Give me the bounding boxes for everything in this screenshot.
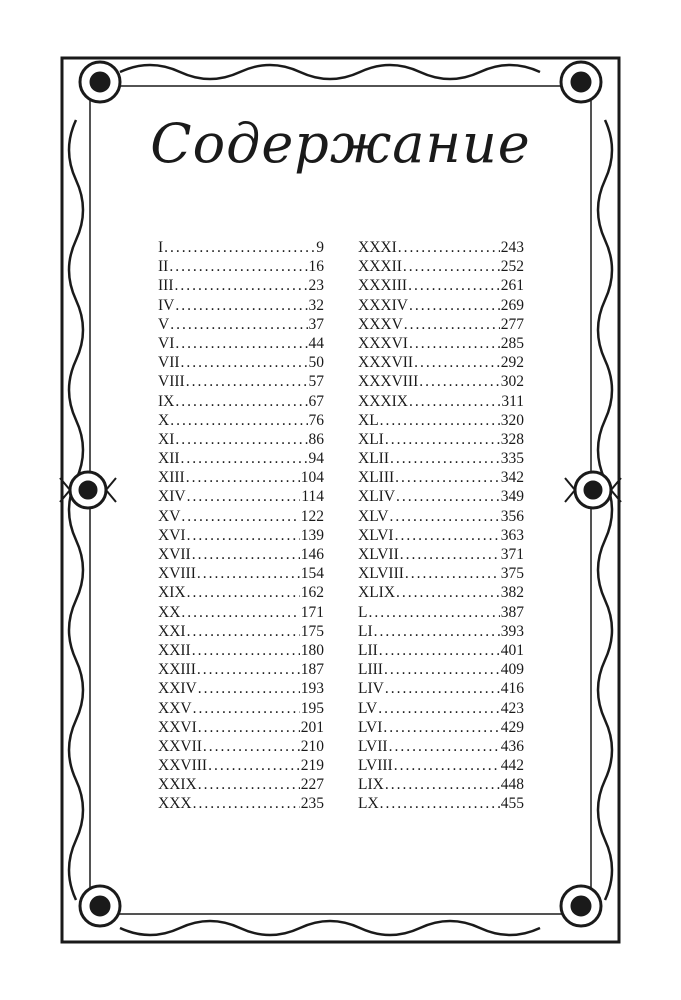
- toc-entry: [158, 583, 324, 602]
- chapter-number: LX: [358, 795, 379, 813]
- toc-entry: [358, 583, 524, 602]
- page-number: 50: [308, 354, 324, 372]
- toc-entry: [358, 507, 524, 526]
- page-number: 122: [300, 507, 324, 525]
- chapter-number: XVI: [158, 526, 186, 544]
- chapter-number: II: [158, 258, 169, 276]
- dot-leader: [395, 468, 500, 487]
- toc-entry: [158, 507, 324, 526]
- page-number: 356: [500, 507, 524, 525]
- toc-entry: [358, 257, 524, 276]
- toc-entry: [158, 794, 324, 813]
- page-number: 320: [500, 411, 524, 429]
- dot-leader: [169, 257, 307, 276]
- page-number: 416: [500, 680, 524, 698]
- chapter-number: XXXVI: [358, 334, 408, 352]
- chapter-number: XLIV: [358, 488, 396, 506]
- chapter-number: LIV: [358, 680, 384, 698]
- chapter-number: IX: [158, 392, 175, 410]
- chapter-number: XXVII: [158, 737, 202, 755]
- chapter-number: LVII: [358, 737, 388, 755]
- chapter-number: LVIII: [358, 757, 393, 775]
- toc-entry: [158, 296, 324, 315]
- toc-entry: [358, 334, 524, 353]
- dot-leader: [384, 660, 500, 679]
- chapter-number: XLIII: [358, 469, 395, 487]
- dot-leader: [403, 257, 500, 276]
- chapter-number: XXXVII: [358, 354, 414, 372]
- chapter-number: L: [358, 603, 368, 621]
- toc-entry: [158, 353, 324, 372]
- page-number: 114: [301, 488, 324, 506]
- dot-leader: [374, 622, 500, 641]
- toc-entry: [158, 238, 324, 257]
- toc-entry: [358, 603, 524, 622]
- toc-entry: [358, 276, 524, 295]
- dot-leader: [203, 737, 300, 756]
- chapter-number: LIX: [358, 776, 384, 794]
- chapter-number: XLIX: [358, 584, 396, 602]
- toc-entry: [358, 449, 524, 468]
- page-number: 311: [501, 392, 524, 410]
- chapter-number: VIII: [158, 373, 185, 391]
- toc-entry: [358, 372, 524, 391]
- page-number: 104: [300, 469, 324, 487]
- dot-leader: [409, 334, 500, 353]
- chapter-number: XI: [158, 430, 175, 448]
- toc-entry: [158, 775, 324, 794]
- page-number: 9: [316, 239, 324, 256]
- chapter-number: VII: [158, 354, 180, 372]
- dot-leader: [396, 583, 500, 602]
- chapter-number: XVIII: [158, 565, 196, 583]
- dot-leader: [208, 756, 300, 775]
- chapter-number: V: [158, 315, 170, 333]
- toc-entry: [358, 545, 524, 564]
- chapter-number: LIII: [358, 661, 383, 679]
- chapter-number: XLI: [358, 430, 384, 448]
- chapter-number: XXXI: [358, 239, 397, 256]
- dot-leader: [419, 372, 499, 391]
- chapter-number: XXXII: [358, 258, 402, 276]
- dot-leader: [414, 353, 500, 372]
- toc-entry: [358, 392, 524, 411]
- chapter-number: XXVIII: [158, 757, 208, 775]
- toc-entry: [358, 718, 524, 737]
- chapter-number: XXXIII: [358, 277, 408, 295]
- page-number: 219: [300, 757, 324, 775]
- dot-leader: [181, 507, 299, 526]
- toc-entry: [158, 564, 324, 583]
- dot-leader: [193, 699, 300, 718]
- page-number: 171: [300, 603, 324, 621]
- page-number: 342: [500, 469, 524, 487]
- page-number: 162: [300, 584, 324, 602]
- chapter-number: XLVIII: [358, 565, 404, 583]
- dot-leader: [198, 775, 300, 794]
- dot-leader: [405, 564, 500, 583]
- page-number: 261: [500, 277, 524, 295]
- dot-leader: [197, 564, 300, 583]
- dot-leader: [197, 660, 300, 679]
- page-number: 57: [308, 373, 324, 391]
- page-number: 302: [500, 373, 524, 391]
- toc-entry: [358, 526, 524, 545]
- chapter-number: XXXIX: [358, 392, 408, 410]
- dot-leader: [164, 238, 315, 257]
- dot-leader: [380, 794, 500, 813]
- toc-entry: [158, 699, 324, 718]
- page-number: 363: [500, 526, 524, 544]
- page-number: 76: [308, 411, 324, 429]
- page-number: 423: [500, 699, 524, 717]
- page-number: 193: [300, 680, 324, 698]
- dot-leader: [170, 411, 307, 430]
- toc-entry: [358, 468, 524, 487]
- page-number: 235: [300, 795, 324, 813]
- chapter-number: XVII: [158, 546, 191, 563]
- dot-leader: [394, 756, 500, 775]
- toc-entry: [358, 296, 524, 315]
- dot-leader: [175, 392, 307, 411]
- toc-entry: [158, 468, 324, 487]
- dot-leader: [181, 449, 308, 468]
- page-number: 94: [308, 450, 324, 468]
- chapter-number: LVI: [358, 718, 383, 736]
- toc-entry: [158, 641, 324, 660]
- dot-leader: [186, 372, 308, 391]
- dot-leader: [198, 679, 300, 698]
- toc-entry: [158, 257, 324, 276]
- toc-entry: [158, 487, 324, 506]
- page-number: 448: [500, 776, 524, 794]
- dot-leader: [192, 545, 300, 564]
- dot-leader: [181, 603, 299, 622]
- chapter-number: XLV: [358, 507, 389, 525]
- toc-entry: [358, 737, 524, 756]
- chapter-number: XXXVIII: [358, 373, 419, 391]
- toc-entry: [358, 487, 524, 506]
- toc-entry: [158, 334, 324, 353]
- page-number: 175: [300, 622, 324, 640]
- chapter-number: XXII: [158, 641, 191, 659]
- dot-leader: [404, 315, 500, 334]
- page-number: 139: [300, 526, 324, 544]
- page-number: 335: [500, 450, 524, 468]
- chapter-number: XXIV: [158, 680, 197, 698]
- page-number: 180: [300, 641, 324, 659]
- chapter-number: LV: [358, 699, 378, 717]
- dot-leader: [378, 699, 500, 718]
- chapter-number: XXIX: [158, 776, 197, 794]
- toc-entry: [358, 622, 524, 641]
- page-number: 154: [300, 565, 324, 583]
- dot-leader: [368, 603, 499, 622]
- chapter-number: XXV: [158, 699, 192, 717]
- dot-leader: [385, 775, 500, 794]
- chapter-number: IV: [158, 296, 175, 314]
- dot-leader: [395, 526, 500, 545]
- chapter-number: XV: [158, 507, 181, 525]
- chapter-number: X: [158, 411, 170, 429]
- page-number: 409: [500, 661, 524, 679]
- toc-entry: [158, 392, 324, 411]
- page-number: 277: [500, 315, 524, 333]
- dot-leader: [396, 487, 500, 506]
- dot-leader: [170, 315, 307, 334]
- page-number: 371: [500, 546, 524, 563]
- toc-entry: [158, 276, 324, 295]
- page-number: 16: [308, 258, 324, 276]
- dot-leader: [187, 583, 300, 602]
- page-number: 393: [500, 622, 524, 640]
- page-number: 195: [300, 699, 324, 717]
- page-number: 436: [500, 737, 524, 755]
- dot-leader: [187, 487, 301, 506]
- toc-entry: [358, 564, 524, 583]
- toc-entry: [158, 315, 324, 334]
- chapter-number: XXX: [158, 795, 192, 813]
- toc-entry: [158, 679, 324, 698]
- toc-entry: [158, 737, 324, 756]
- chapter-number: XXI: [158, 622, 186, 640]
- page-number: 349: [500, 488, 524, 506]
- dot-leader: [390, 449, 500, 468]
- toc-entry: [158, 411, 324, 430]
- dot-leader: [385, 430, 500, 449]
- chapter-number: III: [158, 277, 174, 295]
- page-number: 44: [308, 334, 324, 352]
- page-number: 252: [500, 258, 524, 276]
- chapter-number: XXXV: [358, 315, 403, 333]
- chapter-number: VI: [158, 334, 175, 352]
- chapter-number: XIV: [158, 488, 186, 506]
- chapter-number: XX: [158, 603, 181, 621]
- page-number: 382: [500, 584, 524, 602]
- chapter-number: XXIII: [158, 661, 196, 679]
- dot-leader: [175, 430, 307, 449]
- dot-leader: [379, 641, 500, 660]
- dot-leader: [175, 296, 307, 315]
- page-number: 187: [300, 661, 324, 679]
- side-rosette-icon: [70, 472, 611, 508]
- page-number: 37: [308, 315, 324, 333]
- dot-leader: [193, 794, 300, 813]
- page-number: 269: [500, 296, 524, 314]
- page-number: 201: [300, 718, 324, 736]
- dot-leader: [409, 392, 500, 411]
- dot-leader: [398, 238, 500, 257]
- toc-entry: [158, 545, 324, 564]
- page-number: 227: [300, 776, 324, 794]
- dot-leader: [409, 296, 500, 315]
- page-number: 455: [500, 795, 524, 813]
- page-number: 387: [500, 603, 524, 621]
- toc-entry: [358, 660, 524, 679]
- page-number: 292: [500, 354, 524, 372]
- dot-leader: [187, 622, 300, 641]
- toc-entry: [158, 718, 324, 737]
- chapter-number: XLVII: [358, 546, 399, 563]
- page-number: 86: [308, 430, 324, 448]
- chapter-number: I: [158, 239, 164, 256]
- toc-entry: [358, 756, 524, 775]
- toc-column-left: [158, 238, 324, 814]
- toc-column-right: [358, 238, 524, 814]
- dot-leader: [383, 718, 499, 737]
- dot-leader: [408, 276, 500, 295]
- toc-entry: [158, 449, 324, 468]
- toc-entry: [358, 679, 524, 698]
- toc-entry: [358, 238, 524, 257]
- chapter-number: LII: [358, 641, 378, 659]
- chapter-number: XXVI: [158, 718, 197, 736]
- page-number: 67: [308, 392, 324, 410]
- dot-leader: [389, 737, 500, 756]
- page-number: 23: [308, 277, 324, 295]
- chapter-number: XIX: [158, 584, 186, 602]
- dot-leader: [187, 526, 300, 545]
- page-number: 285: [500, 334, 524, 352]
- dot-leader: [389, 507, 499, 526]
- toc-entry: [358, 641, 524, 660]
- chapter-number: XLVI: [358, 526, 394, 544]
- toc-entry: [358, 775, 524, 794]
- toc-entry: [158, 430, 324, 449]
- page-number: 375: [500, 565, 524, 583]
- page-title: Содержание: [150, 112, 531, 175]
- page-number: 429: [500, 718, 524, 736]
- toc-entry: [158, 660, 324, 679]
- dot-leader: [198, 718, 300, 737]
- page-number: 146: [300, 546, 324, 563]
- toc-entry: [358, 430, 524, 449]
- page-number: 210: [300, 737, 324, 755]
- chapter-number: XL: [358, 411, 379, 429]
- toc-entry: [358, 699, 524, 718]
- page-number: 328: [500, 430, 524, 448]
- page-number: 32: [308, 296, 324, 314]
- chapter-number: XIII: [158, 469, 185, 487]
- chapter-number: XII: [158, 450, 180, 468]
- dot-leader: [400, 545, 500, 564]
- dot-leader: [175, 276, 308, 295]
- dot-leader: [186, 468, 300, 487]
- toc-entry: [358, 411, 524, 430]
- toc-entry: [158, 526, 324, 545]
- dot-leader: [175, 334, 307, 353]
- toc-entry: [158, 372, 324, 391]
- toc-entry: [358, 315, 524, 334]
- page-number: 442: [500, 757, 524, 775]
- toc-entry: [358, 353, 524, 372]
- toc-entry: [158, 603, 324, 622]
- dot-leader: [380, 411, 500, 430]
- page-number: 243: [500, 239, 524, 256]
- page-number: 401: [500, 641, 524, 659]
- toc-entry: [158, 622, 324, 641]
- chapter-number: XLII: [358, 450, 389, 468]
- dot-leader: [192, 641, 300, 660]
- chapter-number: XXXIV: [358, 296, 408, 314]
- toc-entry: [358, 794, 524, 813]
- chapter-number: LI: [358, 622, 373, 640]
- dot-leader: [385, 679, 500, 698]
- toc-entry: [158, 756, 324, 775]
- dot-leader: [181, 353, 308, 372]
